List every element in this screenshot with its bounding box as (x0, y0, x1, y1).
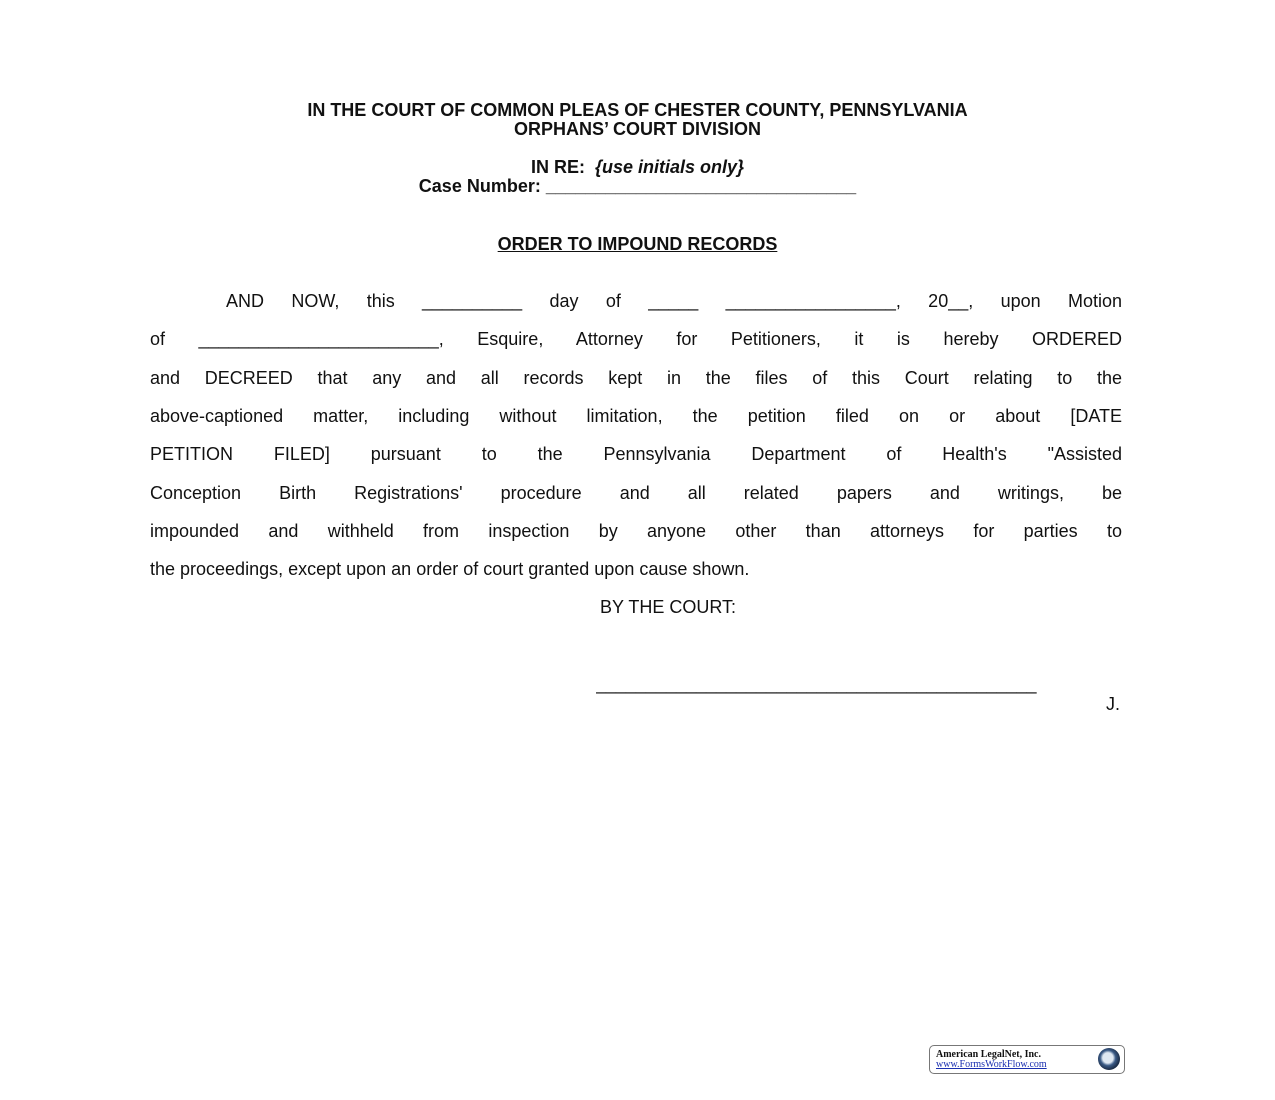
signature-line: ____________________________________________ (596, 674, 1037, 694)
case-number-label: Case Number: (418, 176, 541, 196)
judge-suffix: J. (1106, 694, 1121, 714)
logo-company: American LegalNet, Inc. (936, 1049, 1041, 1060)
case-number-blank: _______________________________ (545, 176, 857, 196)
body-line: PETITION FILED] pursuant to the Pennsylvania Department of Health's "Assisted (150, 444, 1122, 464)
body-line: above-captioned matter, including without limitation, the petition filed on or about [DATE (150, 406, 1122, 426)
body-line: the proceedings, except upon an order of court granted upon cause shown. (150, 559, 750, 579)
logo-url-link[interactable]: www.FormsWorkFlow.com (936, 1059, 1047, 1070)
body-line: and DECREED that any and all records kept in the files of this Court relating to the (150, 368, 1122, 388)
body-line: Conception Birth Registrations' procedure and all related papers and writings, be (150, 483, 1122, 503)
case-number-line (0, 176, 1275, 197)
in-re-label: IN RE: (530, 157, 585, 177)
in-re-value: {use initials only} (594, 157, 745, 177)
by-the-court: BY THE COURT: (600, 597, 737, 617)
body-line: impounded and withheld from inspection by anyone other than attorneys for parties to (150, 521, 1122, 541)
division-heading: ORPHANS’ COURT DIVISION (513, 119, 762, 139)
globe-icon (1098, 1048, 1120, 1070)
body-line: AND NOW, this __________ day of _____ _________________, 20__, upon Motion (226, 291, 1122, 311)
document-title: ORDER TO IMPOUND RECORDS (497, 234, 778, 254)
body-line: of ________________________, Esquire, Attorney for Petitioners, it is hereby ORDERED (150, 329, 1122, 349)
in-re-line (0, 157, 1275, 178)
american-legalnet-logo[interactable] (929, 1045, 1125, 1074)
court-heading: IN THE COURT OF COMMON PLEAS OF CHESTER COUNTY, PENNSYLVANIA (307, 100, 968, 120)
